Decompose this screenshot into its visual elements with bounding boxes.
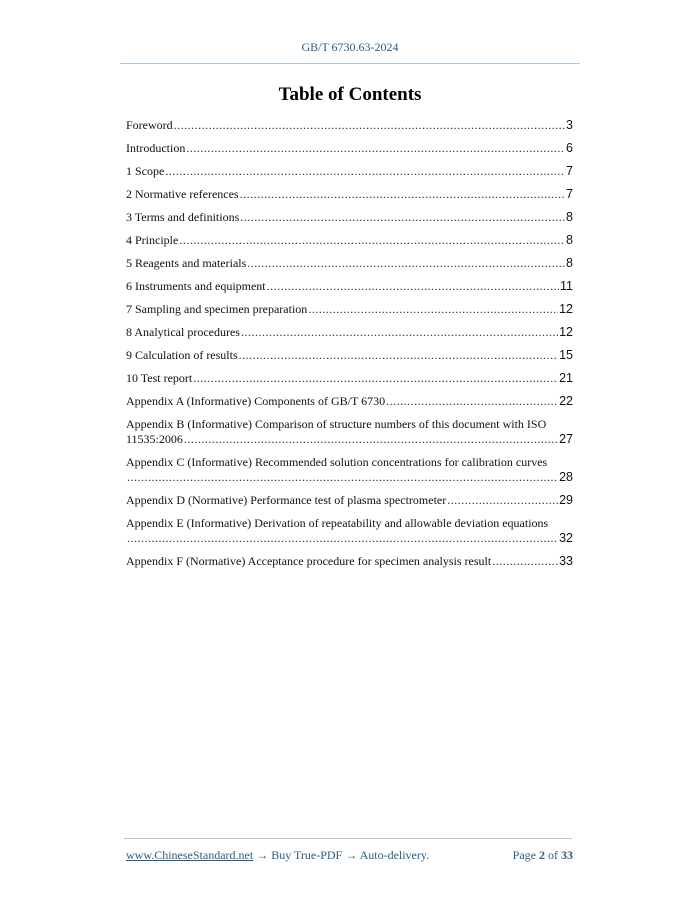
toc-entry[interactable] [126, 516, 573, 546]
toc-entry[interactable] [126, 141, 573, 156]
page-current: 2 [539, 848, 545, 862]
toc-leader-dots [186, 141, 565, 156]
toc-entry[interactable] [126, 348, 573, 363]
toc-entry-label: Introduction [126, 141, 186, 155]
toc-entry-page: 11 [560, 279, 573, 293]
toc-leader-dots [240, 210, 565, 225]
page-word: Page [512, 848, 536, 862]
toc-entry-page: 29 [559, 493, 573, 507]
page-title: Table of Contents [278, 84, 422, 105]
toc-entry[interactable] [126, 164, 573, 179]
toc-leader-dots [492, 554, 558, 569]
header-divider [120, 63, 580, 64]
toc-entry[interactable] [126, 302, 573, 317]
toc-entry[interactable] [126, 394, 573, 409]
toc-entry[interactable] [126, 279, 573, 294]
footer-left [126, 848, 429, 863]
toc-entry-label: Appendix B (Informative) Comparison of structure numbers of this document with ISO [126, 417, 547, 431]
page-indicator [513, 848, 573, 863]
toc-leader-dots [386, 394, 558, 409]
toc-entry-label: Appendix E (Informative) Derivation of repeatability and allowable deviation equations [126, 516, 549, 530]
footer-divider [124, 838, 572, 839]
toc-entry[interactable] [126, 554, 573, 569]
header-doc-code: GB/T 6730.63-2024 [301, 40, 399, 54]
toc-entry[interactable] [126, 256, 573, 271]
toc-entry-label: 9 Calculation of results [126, 348, 238, 362]
toc-entry-page: 22 [559, 394, 573, 408]
toc-leader-dots [239, 348, 558, 363]
page-total: 33 [561, 848, 573, 862]
toc-entry-label: 10 Test report [126, 371, 193, 385]
toc-entry-page: 6 [566, 141, 573, 155]
toc-entry-page: 8 [566, 256, 573, 270]
toc-entry-label: Appendix A (Informative) Components of GB/T 6730 [126, 394, 386, 408]
toc-entry-page: 12 [559, 325, 573, 339]
toc-entry-page: 33 [559, 554, 573, 568]
toc-leader-dots [447, 493, 558, 508]
toc-entry-page: 21 [559, 371, 573, 385]
toc-entry-page: 27 [559, 432, 573, 446]
toc-entry[interactable] [126, 210, 573, 225]
toc-entry-label: 3 Terms and definitions [126, 210, 240, 224]
toc-entry[interactable] [126, 233, 573, 248]
toc-entry-label: 2 Normative references [126, 187, 239, 201]
toc-entry-label: 5 Reagents and materials [126, 256, 247, 270]
toc-entry-label: 7 Sampling and specimen preparation [126, 302, 308, 316]
toc-leader-dots [184, 432, 558, 447]
toc-entry-label: Foreword [126, 118, 173, 132]
toc-leader-dots [241, 325, 558, 340]
toc-leader-dots [308, 302, 558, 317]
toc-entry-label: Appendix D (Normative) Performance test of plasma spectrometer [126, 493, 447, 507]
toc-entry[interactable] [126, 493, 573, 508]
toc-entry[interactable] [126, 325, 573, 340]
toc-entry-page: 3 [566, 118, 573, 132]
toc-entry-label: Appendix C (Informative) Recommended solution concentrations for calibration curves [126, 455, 548, 469]
toc-leader-dots [267, 279, 559, 294]
toc-entry-label-continued: 11535:2006 [126, 432, 183, 446]
toc-entry-page: 15 [559, 348, 573, 362]
of-word: of [548, 848, 558, 862]
toc-entry-page: 7 [566, 164, 573, 178]
toc-leader-dots [240, 187, 565, 202]
toc-leader-dots [127, 470, 558, 485]
toc-entry[interactable] [126, 187, 573, 202]
toc-entry-label: Appendix F (Normative) Acceptance procedure for specimen analysis result [126, 554, 492, 568]
toc-leader-dots [247, 256, 565, 271]
toc-entry-label: 8 Analytical procedures [126, 325, 240, 339]
toc-leader-dots [174, 118, 565, 133]
toc-leader-dots [127, 531, 558, 546]
toc-entry-page: 28 [559, 470, 573, 484]
toc-entry[interactable] [126, 371, 573, 386]
website-link[interactable]: www.ChineseStandard.net [126, 848, 254, 862]
toc-entry-page: 12 [559, 302, 573, 316]
toc-entry-label: 6 Instruments and equipment [126, 279, 266, 293]
toc-leader-dots [179, 233, 565, 248]
toc-entry-page: 7 [566, 187, 573, 201]
toc-leader-dots [165, 164, 565, 179]
toc-entry-page: 8 [566, 233, 573, 247]
toc-entry-label: 1 Scope [126, 164, 165, 178]
footer-promo: → Buy True-PDF → Auto-delivery. [256, 848, 430, 862]
toc-entry-page: 8 [566, 210, 573, 224]
footer [126, 848, 573, 863]
toc-leader-dots [193, 371, 558, 386]
table-of-contents [126, 118, 573, 577]
toc-entry[interactable] [126, 118, 573, 133]
toc-entry[interactable] [126, 455, 573, 485]
toc-entry-page: 32 [559, 531, 573, 545]
toc-entry-label: 4 Principle [126, 233, 179, 247]
toc-entry[interactable] [126, 417, 573, 447]
